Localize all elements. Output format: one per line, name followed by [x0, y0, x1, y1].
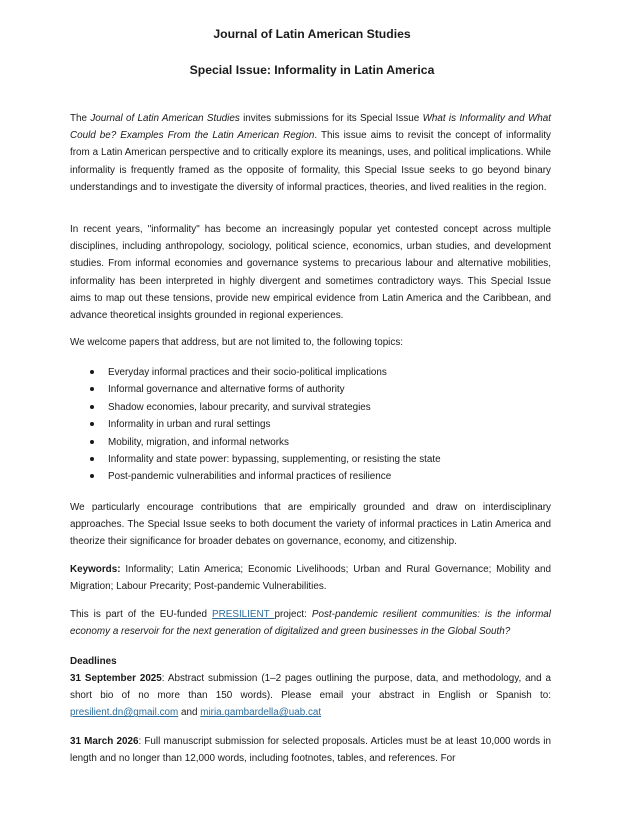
- encouragement-paragraph: We particularly encourage contributions that are empirically grounded and draw on interdisciplinary approaches. The Special Issue seeks to both document the variety of informal practices in Latin America and theorize their significance for broader debates on governance, economy, and citizenship.: [70, 502, 551, 548]
- special-issue-subtitle: Special Issue: Informality in Latin America: [189, 63, 435, 77]
- deadline-date: 31 March 2026: [70, 736, 139, 747]
- journal-title: Journal of Latin American Studies: [213, 27, 411, 41]
- project-paragraph: This is part of the EU-funded PRESILIENT project: Post-pandemic resilient communities: is the informal economy a reservoir for the next generation of digitalized and green businesses in the Global South?: [70, 609, 551, 638]
- deadlines-heading: Deadlines: [70, 656, 117, 667]
- intro-paragraph: The Journal of Latin American Studies invites submissions for its Special Issue What is Informality and What Could be? Examples From the Latin American Region. This issue aims to revisit the concept of informality from a Latin American perspective and to critically explore its meanings, uses, and political implications. While informality is frequently framed as the opposite of formality, this Special Issue seeks to go beyond binary understandings and to investigate the diversity of informal practices, theories, and lived realities in the region.: [70, 113, 551, 193]
- journal-name: Journal of Latin American Studies: [90, 113, 240, 124]
- topics-list: [70, 364, 551, 486]
- presilient-link[interactable]: PRESILIENT: [212, 609, 275, 620]
- list-item: Mobility, migration, and informal networks: [70, 434, 551, 451]
- email-link-gambardella[interactable]: miria.gambardella@uab.cat: [200, 707, 322, 719]
- keywords-paragraph: [70, 561, 551, 595]
- project-title: Post-pandemic resilient communities: is the informal economy a reservoir for the next generation of digitalized and green businesses in the Global South?: [70, 609, 551, 638]
- deadline-date: 31 September 2025: [70, 673, 162, 684]
- list-item: Informality in urban and rural settings: [70, 416, 551, 433]
- deadline-manuscript: 31 March 2026: Full manuscript submission for selected proposals. Articles must be at least 10,000 words in length and no longer than 12,000 words, including footnotes, tables, and references. For: [70, 736, 551, 765]
- deadline-abstract: 31 September 2025: Abstract submission (1–2 pages outlining the purpose, data, and methodology, and a short bio of no more than 150 words). Please email your abstract in English or Spanish to: presilient.dn@gmail.com and miria.gambardella@uab.cat: [70, 673, 551, 719]
- keywords-text: Informality; Latin America; Economic Livelihoods; Urban and Rural Governance; Mobility and Migration; Labour Precarity; Post-pandemic Vulnerabilities.: [70, 564, 551, 593]
- list-item: Post-pandemic vulnerabilities and informal practices of resilience: [70, 468, 551, 485]
- context-paragraph: In recent years, "informality" has become an increasingly popular yet contested concept across multiple disciplines, including anthropology, sociology, political science, economics, urban studies, and development studies. From informal economies and governance systems to precarious labour and alternative mobilities, informality has been interpreted in highly divergent and sometimes contradictory ways. This Special Issue aims to map out these tensions, provide new empirical evidence from Latin America and the Caribbean, and advance theoretical insights grounded in regional experiences.: [70, 224, 551, 322]
- list-item: Everyday informal practices and their socio-political implications: [70, 364, 551, 381]
- list-item: Shadow economies, labour precarity, and survival strategies: [70, 399, 551, 416]
- email-link-presilient[interactable]: presilient.dn@gmail.com: [70, 707, 179, 719]
- list-item: Informality and state power: bypassing, supplementing, or resisting the state: [70, 451, 551, 468]
- keywords-label: Keywords:: [70, 564, 121, 575]
- issue-title: What is Informality and What Could be? Examples From the Latin American Region: [70, 113, 551, 142]
- list-item: Informal governance and alternative forms of authority: [70, 381, 551, 398]
- topics-intro: We welcome papers that address, but are not limited to, the following topics:: [70, 337, 403, 348]
